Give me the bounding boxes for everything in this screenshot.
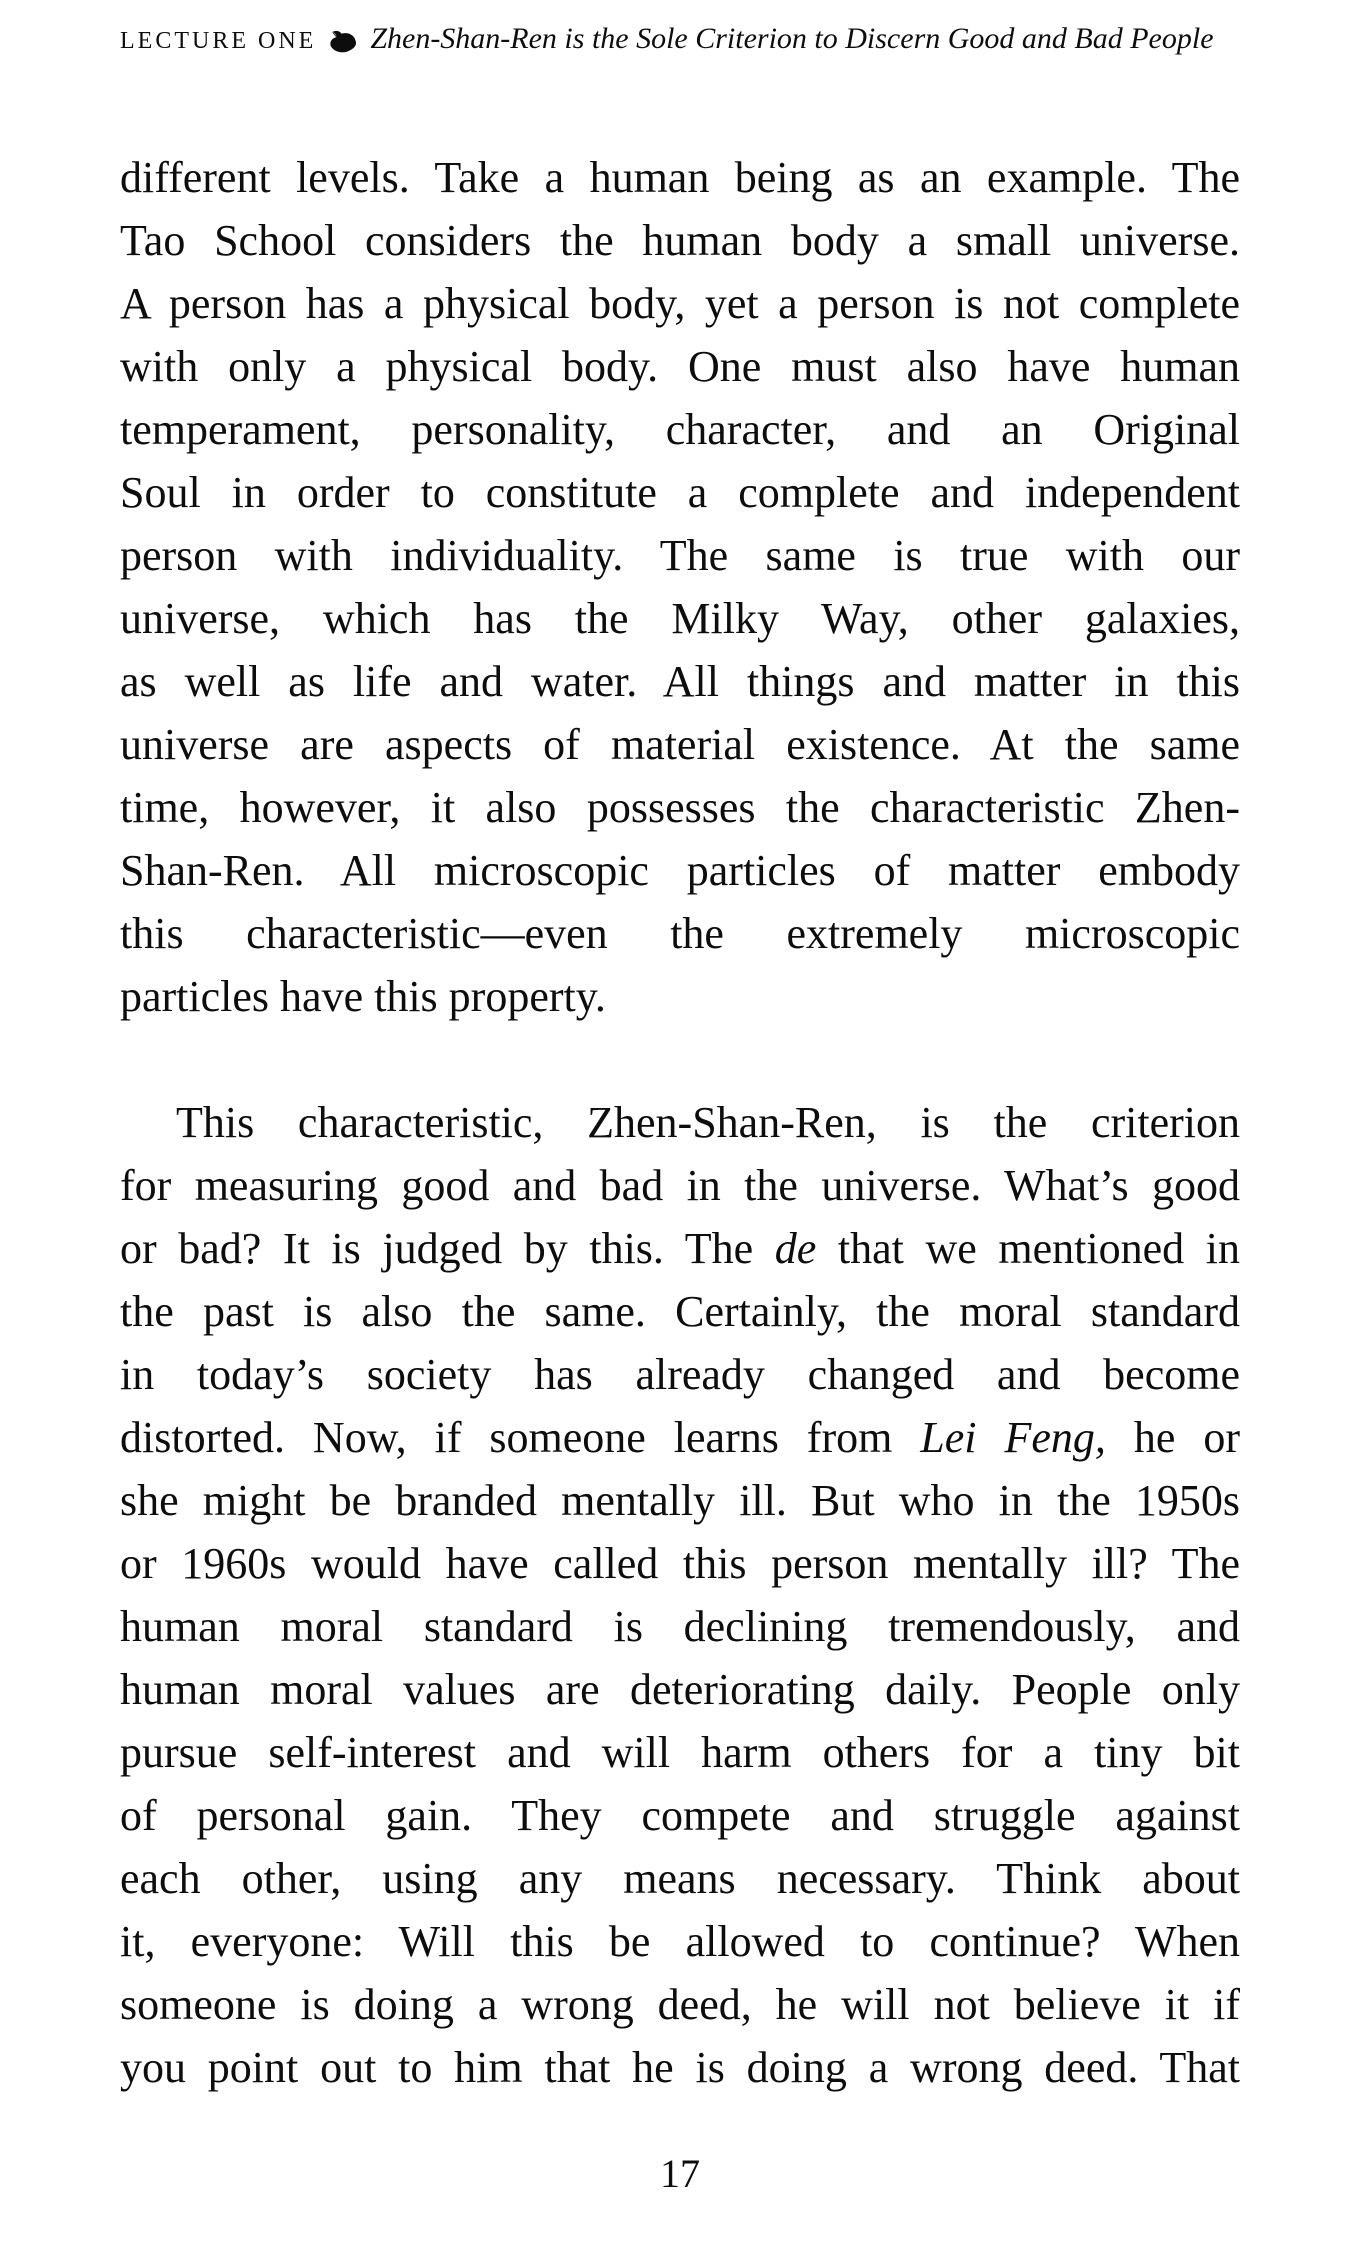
chapter-title: Zhen-Shan-Ren is the Sole Criterion to Discern Good and Bad People	[370, 22, 1214, 55]
text-segment: with only a physical body. One must also have human	[120, 342, 1240, 391]
text-line	[120, 1469, 1240, 1532]
text-line	[120, 1343, 1240, 1406]
text-line	[120, 1721, 1240, 1784]
paragraph	[120, 146, 1240, 1028]
text-segment: of personal gain. They compete and struggle against	[120, 1791, 1240, 1840]
text-line	[120, 1658, 1240, 1721]
text-segment: This characteristic, Zhen-Shan-Ren, is the criterion	[176, 1098, 1240, 1147]
text-line	[120, 1217, 1240, 1280]
text-segment: A person has a physical body, yet a person is not complete	[120, 279, 1240, 328]
text-segment: or 1960s would have called this person mentally ill? The	[120, 1539, 1240, 1588]
text-segment: for measuring good and bad in the universe. What’s good	[120, 1161, 1240, 1210]
text-line	[120, 1406, 1240, 1469]
text-line	[120, 839, 1240, 902]
text-line	[120, 1280, 1240, 1343]
lecture-section-label: LECTURE ONE	[120, 28, 317, 54]
text-segment: Soul in order to constitute a complete and independent	[120, 468, 1240, 517]
text-segment: he or	[1105, 1413, 1240, 1462]
text-segment: human moral values are deteriorating daily. People only	[120, 1665, 1240, 1714]
text-segment: human moral standard is declining tremendously, and	[120, 1602, 1240, 1651]
text-line	[120, 1973, 1240, 2036]
text-segment: Shan-Ren. All microscopic particles of matter embody	[120, 846, 1240, 895]
text-line	[120, 713, 1240, 776]
text-line	[120, 146, 1240, 209]
text-line	[120, 461, 1240, 524]
text-segment: or bad? It is judged by this. The	[120, 1224, 775, 1273]
text-line	[120, 272, 1240, 335]
text-line	[120, 2036, 1240, 2099]
paragraph	[120, 1091, 1240, 2099]
text-segment: she might be branded mentally ill. But who in the 1950s	[120, 1476, 1240, 1525]
text-segment: that we mentioned in	[816, 1224, 1240, 1273]
running-head	[120, 22, 1242, 56]
text-segment: temperament, personality, character, and an Original	[120, 405, 1240, 454]
leaf-ornament-icon	[327, 29, 357, 56]
text-line	[120, 902, 1240, 965]
text-segment: universe are aspects of material existence. At the same	[120, 720, 1240, 769]
text-segment: in today’s society has already changed and become	[120, 1350, 1240, 1399]
text-line	[120, 965, 1240, 1028]
text-line	[120, 1910, 1240, 1973]
text-line	[120, 587, 1240, 650]
text-line	[120, 1847, 1240, 1910]
text-segment: each other, using any means necessary. Think about	[120, 1854, 1240, 1903]
body-text	[120, 146, 1240, 2099]
text-segment: distorted. Now, if someone learns from	[120, 1413, 921, 1462]
text-line	[120, 398, 1240, 461]
text-line	[120, 335, 1240, 398]
text-segment: Tao School considers the human body a small universe.	[120, 216, 1240, 265]
text-segment: as well as life and water. All things and matter in this	[120, 657, 1240, 706]
italic-term: de	[774, 1224, 817, 1273]
text-segment: pursue self-interest and will harm others for a tiny bit	[120, 1728, 1240, 1777]
text-line	[120, 1595, 1240, 1658]
text-line	[120, 1091, 1240, 1154]
text-line	[120, 1154, 1240, 1217]
text-line	[120, 776, 1240, 839]
text-segment: person with individuality. The same is true with our	[120, 531, 1240, 580]
text-segment: particles have this property.	[120, 972, 606, 1021]
text-segment: the past is also the same. Certainly, the moral standard	[120, 1287, 1240, 1336]
text-line	[120, 1784, 1240, 1847]
text-segment: someone is doing a wrong deed, he will not believe it if	[120, 1980, 1240, 2029]
text-line	[120, 209, 1240, 272]
text-segment: time, however, it also possesses the characteristic Zhen-	[120, 783, 1240, 832]
text-segment: it, everyone: Will this be allowed to continue? When	[120, 1917, 1240, 1966]
page-number: 17	[660, 2151, 700, 2196]
text-segment: you point out to him that he is doing a wrong deed. That	[120, 2043, 1240, 2092]
text-line	[120, 524, 1240, 587]
text-line	[120, 650, 1240, 713]
text-segment: different levels. Take a human being as an example. The	[120, 153, 1240, 202]
text-line	[120, 1532, 1240, 1595]
text-segment: universe, which has the Milky Way, other galaxies,	[120, 594, 1240, 643]
text-segment: this characteristic—even the extremely microscopic	[120, 909, 1240, 958]
italic-term: Lei Feng,	[920, 1413, 1106, 1462]
